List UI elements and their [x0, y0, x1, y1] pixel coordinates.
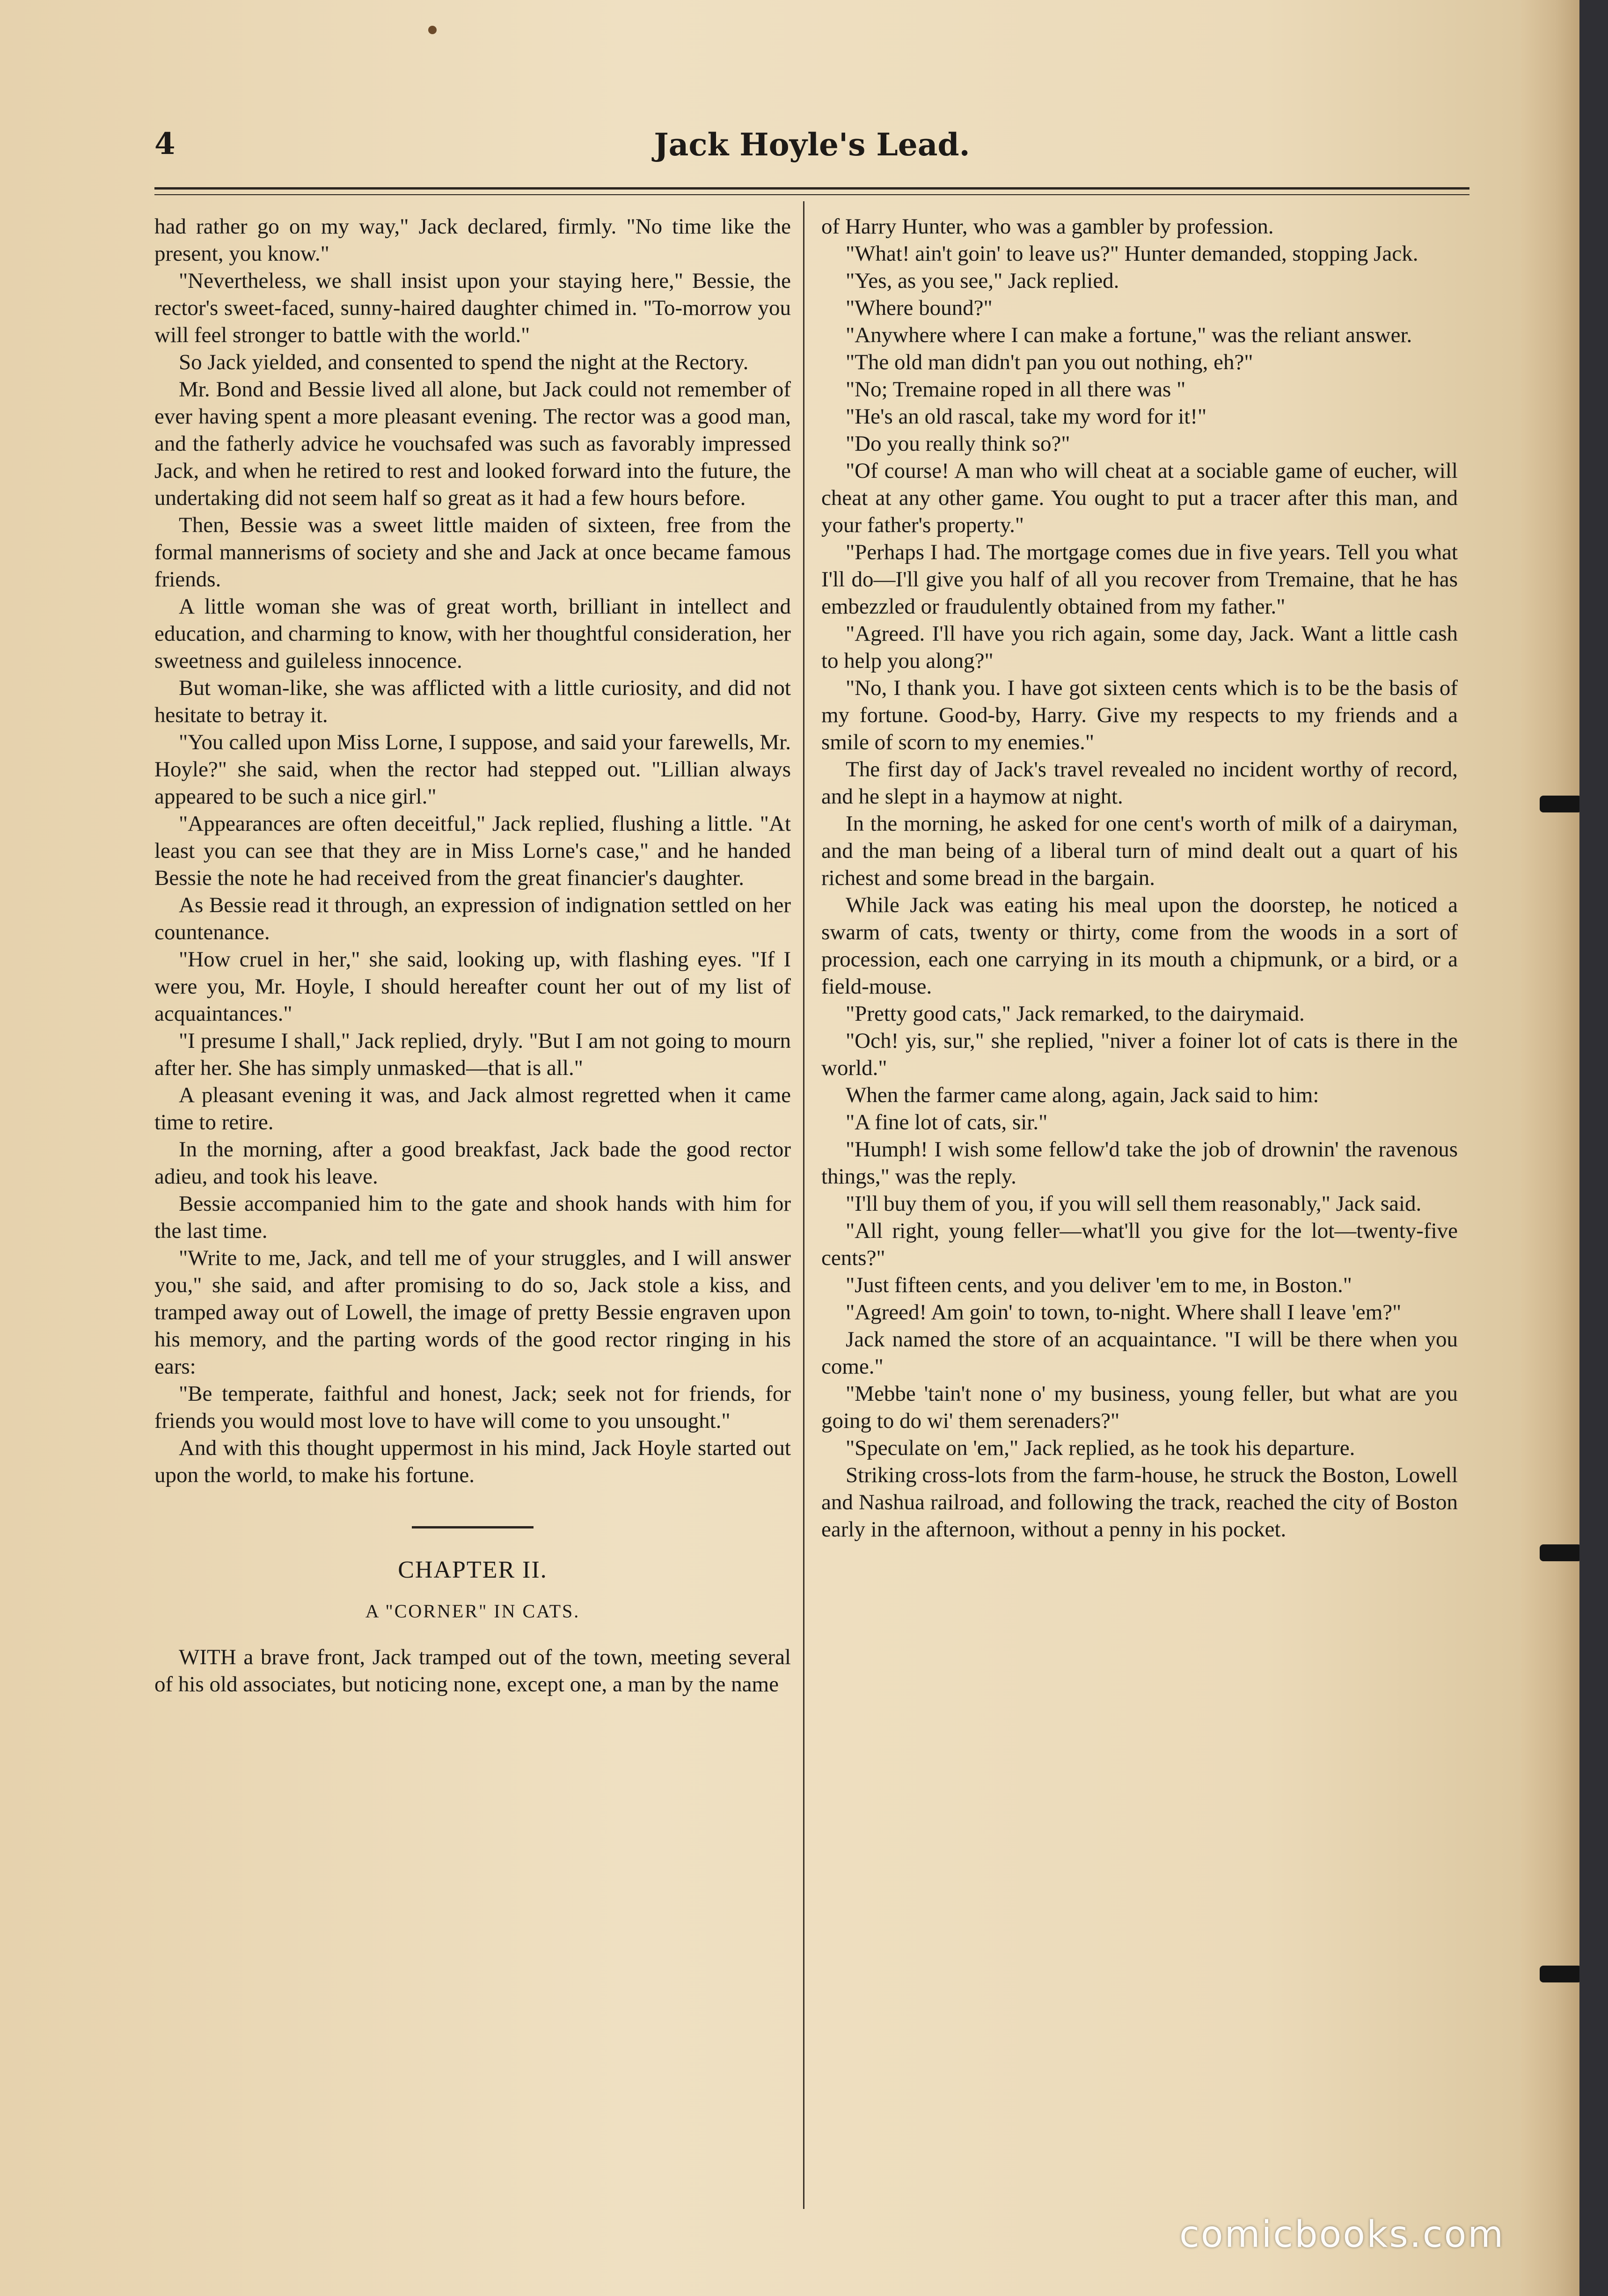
paragraph: "Anywhere where I can make a fortune," was the reliant answer. — [846, 323, 1412, 347]
paragraph: "A fine lot of cats, sir." — [846, 1110, 1048, 1134]
paragraph: "Och! yis, sur," she replied, "niver a foiner lot of cats is there in the world." — [821, 1029, 1458, 1080]
paragraph: "No, I thank you. I have got sixteen cents which is to be the basis of my fortune. Good-by, Harry. Give my respects to my friends and a smile of scorn to my enemies." — [821, 676, 1458, 754]
chapter-subtitle: A "CORNER" IN CATS. — [365, 1601, 580, 1622]
paragraph: But woman-like, she was afflicted with a little curiosity, and did not hesitate to betray it. — [154, 676, 791, 727]
header-rule — [154, 187, 1469, 195]
paragraph: "Where bound?" — [846, 296, 993, 320]
paragraph: "Nevertheless, we shall insist upon your staying here," Bessie, the rector's sweet-faced, sunny-haired daughter chimed in. "To-morrow you will feel stronger to battle with the world." — [154, 269, 791, 347]
paragraph: "Yes, as you see," Jack replied. — [846, 269, 1119, 293]
paragraph: "Just fifteen cents, and you deliver 'em to me, in Boston." — [846, 1273, 1352, 1297]
paragraph: "How cruel in her," she said, looking up, with flashing eyes. "If I were you, Mr. Hoyle, I should hereafter count her out of my list of acquaintances." — [154, 947, 791, 1026]
staple-hole — [1540, 796, 1582, 812]
running-title: Jack Hoyle's Lead. — [654, 126, 970, 163]
paragraph: "The old man didn't pan you out nothing, eh?" — [846, 350, 1253, 374]
paragraph: In the morning, he asked for one cent's worth of milk of a dairyman, and the man being of a liberal turn of mind dealt out a quart of his richest and some bread in the bargain. — [821, 812, 1458, 890]
column-divider — [803, 201, 804, 2209]
paragraph: Mr. Bond and Bessie lived all alone, but Jack could not remember of ever having spent a more pleasant evening. The rector was a good man, and the fatherly advice he vouchsafed was such as favorably impressed Jack, and when he retired to rest and looked forward into the future, the undertaking did not seem half so great as it had a few hours before. — [154, 377, 791, 510]
paragraph: "Humph! I wish some fellow'd take the job of drownin' the ravenous things," was the reply. — [821, 1137, 1458, 1189]
paragraph: And with this thought uppermost in his mind, Jack Hoyle started out upon the world, to make his fortune. — [154, 1436, 791, 1487]
chapter-rule — [412, 1526, 534, 1528]
ink-spot — [428, 26, 437, 34]
paragraph: "Be temperate, faithful and honest, Jack; seek not for friends, for friends you would most love to have will come to you unsought." — [154, 1382, 791, 1433]
paragraph: As Bessie read it through, an expression of indignation settled on her countenance. — [154, 893, 791, 944]
page-number: 4 — [154, 126, 175, 161]
left-column — [154, 213, 791, 1698]
watermark: comicbooks.com — [1179, 2214, 1505, 2256]
paragraph: A little woman she was of great worth, brilliant in intellect and education, and charming to know, with her thoughtful consideration, her sweetness and guileless innocence. — [154, 594, 791, 673]
paragraph: "Do you really think so?" — [846, 431, 1070, 456]
paragraph: "What! ain't goin' to leave us?" Hunter demanded, stopping Jack. — [846, 241, 1418, 266]
paragraph: had rather go on my way," Jack declared, firmly. "No time like the present, you know." — [154, 214, 791, 266]
right-column — [821, 213, 1458, 1543]
paragraph: "Agreed. I'll have you rich again, some day, Jack. Want a little cash to help you along?" — [821, 622, 1458, 673]
paragraph: "I'll buy them of you, if you will sell them reasonably," Jack said. — [846, 1192, 1422, 1216]
paragraph: When the farmer came along, again, Jack said to him: — [846, 1083, 1319, 1107]
binding-gutter — [1521, 0, 1579, 2296]
paragraph: "He's an old rascal, take my word for it!" — [846, 404, 1207, 429]
paragraph: The first day of Jack's travel revealed no incident worthy of record, and he slept in a haymow at night. — [821, 757, 1458, 809]
paragraph: Jack named the store of an acquaintance. "I will be there when you come." — [821, 1327, 1458, 1379]
paragraph: "Speculate on 'em," Jack replied, as he took his departure. — [846, 1436, 1355, 1460]
paragraph: Striking cross-lots from the farm-house, he struck the Boston, Lowell and Nashua railroad, and following the track, reached the city of Boston early in the afternoon, without a penny in his pocket. — [821, 1463, 1458, 1542]
chapter-title: CHAPTER II. — [398, 1557, 548, 1583]
paragraph: In the morning, after a good breakfast, Jack bade the good rector adieu, and took his leave. — [154, 1137, 791, 1189]
staple-hole — [1540, 1966, 1582, 1982]
background-edge — [1579, 0, 1608, 2296]
paragraph: While Jack was eating his meal upon the doorstep, he noticed a swarm of cats, twenty or thirty, come from the woods in a sort of procession, each one carrying in its mouth a chipmunk, or a bird, or a field-mouse. — [821, 893, 1458, 999]
paragraph: "Mebbe 'tain't none o' my business, young feller, but what are you going to do wi' them serenaders?" — [821, 1382, 1458, 1433]
paragraph: A pleasant evening it was, and Jack almost regretted when it came time to retire. — [154, 1083, 791, 1134]
paragraph: "You called upon Miss Lorne, I suppose, and said your farewells, Mr. Hoyle?" she said, when the rector had stepped out. "Lillian always appeared to be such a nice girl." — [154, 730, 791, 809]
paragraph: So Jack yielded, and consented to spend the night at the Rectory. — [179, 350, 749, 374]
paragraph: "All right, young feller—what'll you give for the lot—twenty-five cents?" — [821, 1219, 1458, 1270]
paragraph: "I presume I shall," Jack replied, dryly. "But I am not going to mourn after her. She has simply unmasked—that is all." — [154, 1029, 791, 1080]
paragraph: Then, Bessie was a sweet little maiden of sixteen, free from the formal mannerisms of society and she and Jack at once became famous friends. — [154, 513, 791, 592]
staple-hole — [1540, 1544, 1582, 1561]
paragraph: "Perhaps I had. The mortgage comes due in five years. Tell you what I'll do—I'll give you half of all you recover from Tremaine, that he has embezzled or fraudulently obtained from my father." — [821, 540, 1458, 619]
paragraph: "Appearances are often deceitful," Jack replied, flushing a little. "At least you can see that they are in Miss Lorne's case," and he handed Bessie the note he had received from the great financier's daughter. — [154, 812, 791, 890]
paragraph: "Write to me, Jack, and tell me of your struggles, and I will answer you," she said, and after promising to do so, Jack stole a kiss, and tramped away out of Lowell, the image of pretty Bessie engraven upon his memory, and the parting words of the good rector ringing in his ears: — [154, 1246, 791, 1379]
page-header — [154, 126, 1469, 178]
paragraph: WITH a brave front, Jack tramped out of the town, meeting several of his old associates, but noticing none, except one, a man by the name — [154, 1645, 791, 1696]
paragraph: "Agreed! Am goin' to town, to-night. Where shall I leave 'em?" — [846, 1300, 1402, 1324]
paragraph: "Of course! A man who will cheat at a sociable game of eucher, will cheat at any other game. You ought to put a tracer after this man, and your father's property." — [821, 459, 1458, 537]
paragraph: Bessie accompanied him to the gate and shook hands with him for the last time. — [154, 1192, 791, 1243]
paragraph: "Pretty good cats," Jack remarked, to the dairymaid. — [846, 1002, 1305, 1026]
paragraph: "No; Tremaine roped in all there was " — [846, 377, 1186, 402]
paragraph: of Harry Hunter, who was a gambler by profession. — [821, 214, 1274, 239]
